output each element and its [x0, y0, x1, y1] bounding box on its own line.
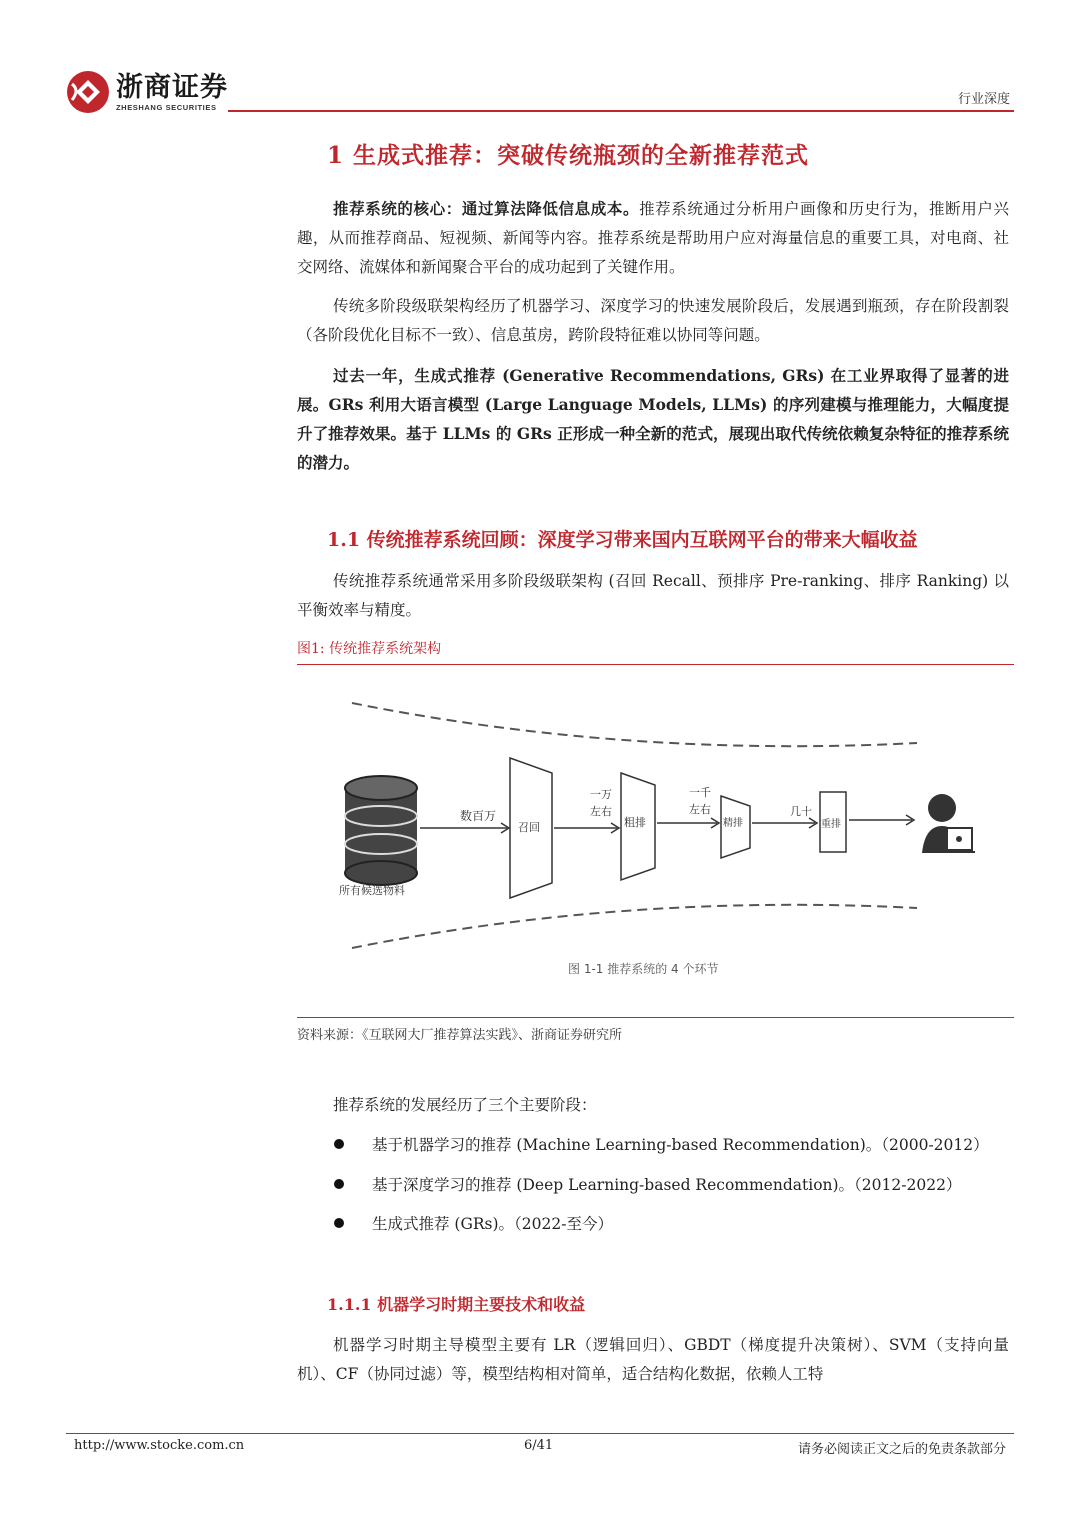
report-type: 行业深度 — [957, 92, 1010, 107]
arrow-label-10k-approx: 左右 — [590, 805, 612, 818]
stage-recall-label: 召回 — [518, 821, 540, 834]
arrow-label-millions: 数百万 — [460, 809, 497, 823]
list-item-text: 基于深度学习的推荐 (Deep Learning-based Recommendation)。（2012-2022） — [372, 1176, 962, 1194]
list-item-text: 生成式推荐 (GRs)。（2022-至今） — [372, 1215, 613, 1233]
recommendation-pipeline-diagram — [297, 668, 1014, 1013]
header-divider — [228, 110, 1014, 112]
bullet-icon — [334, 1179, 344, 1189]
company-logo — [66, 70, 228, 114]
arrow-label-1k-approx: 左右 — [689, 803, 711, 816]
section-1-1-title: 1.1 传统推荐系统回顾：深度学习带来国内互联网平台的带来大幅收益 — [327, 529, 918, 551]
brand-name-en: ZHESHANG SECURITIES — [116, 102, 217, 112]
arrow-label-10k: 一万 — [590, 788, 612, 801]
stages-intro: 推荐系统的发展经历了三个主要阶段： — [333, 1096, 597, 1114]
paragraph-generative: 过去一年，生成式推荐 (Generative Recommendations, GRs) 在工业界取得了显著的进展。GRs 利用大语言模型 (Large Language Models, LLMs) 的序列建模与推理能力，大幅度提升了推荐效果。基于 LLMs 的 GRs 正形成一种全新的范式，展现出取代传统依赖复杂特征的推荐系统的潜力。 — [297, 366, 1009, 472]
funnel-top-line — [352, 703, 917, 746]
paragraph-ml-era: 机器学习时期主导模型主要有 LR（逻辑回归）、GBDT（梯度提升决策树）、SVM（支持向量机）、CF（协同过滤）等，模型结构相对简单，适合结构化数据，依赖人工特 — [297, 1336, 1009, 1383]
paragraph-core-body: 推荐系统通过分析用户画像和历史行为，推断用户兴趣，从而推荐商品、短视频、新闻等内容。推荐系统是帮助用户应对海量信息的重要工具，对电商、社交网络、流媒体和新闻聚合平台的成功起到了关键作用。 — [297, 200, 1009, 276]
paragraph-traditional: 传统推荐系统通常采用多阶段级联架构 (召回 Recall、预排序 Pre-ranking、排序 Ranking) 以平衡效率与精度。 — [297, 572, 1009, 619]
footer-url[interactable]: http://www.stocke.com.cn — [74, 1438, 245, 1453]
brand-name-cn: 浙商证券 — [116, 71, 228, 103]
list-item — [334, 1173, 961, 1195]
page-number: 6/41 — [524, 1438, 554, 1453]
section-1-title: 1 生成式推荐：突破传统瓶颈的全新推荐范式 — [327, 142, 810, 169]
paragraph-bottleneck: 传统多阶段级联架构经历了机器学习、深度学习的快速发展阶段后，发展遇到瓶颈，存在阶段割裂（各阶段优化目标不一致）、信息茧房，跨阶段特征难以协同等问题。 — [297, 297, 1009, 344]
paragraph-core-lead: 推荐系统的核心：通过算法降低信息成本。 — [333, 199, 640, 218]
stage-ranking-label: 精排 — [723, 818, 743, 829]
paragraph-core — [297, 194, 1009, 282]
list-item — [334, 1212, 613, 1234]
figure-bottom-divider — [297, 1017, 1014, 1018]
list-item-text: 基于机器学习的推荐 (Machine Learning-based Recommendation)。（2000-2012） — [372, 1136, 989, 1154]
section-1-1-1-title: 1.1.1 机器学习时期主要技术和收益 — [327, 1295, 586, 1314]
db-label: 所有候选物料 — [339, 884, 405, 897]
bullet-icon — [334, 1139, 344, 1149]
footer-divider — [66, 1433, 1014, 1434]
arrow-label-tens: 几十 — [790, 805, 812, 818]
user-at-laptop-icon — [922, 794, 975, 853]
figure-source: 资料来源：《互联网大厂推荐算法实践》、浙商证券研究所 — [297, 1028, 623, 1043]
arrow-label-1k: 一千 — [689, 786, 711, 799]
funnel-bottom-line — [352, 905, 917, 948]
figure-top-divider — [297, 664, 1014, 665]
diagram-caption: 图 1-1 推荐系统的 4 个环节 — [568, 962, 719, 976]
zheshang-logo-icon — [66, 70, 110, 114]
stage-rerank-label: 重排 — [821, 819, 841, 830]
figure-title: 图1: 传统推荐系统架构 — [297, 641, 442, 657]
stage-preranking-label: 粗排 — [624, 816, 646, 829]
bullet-icon — [334, 1218, 344, 1228]
database-icon — [345, 776, 417, 885]
list-item — [334, 1133, 989, 1155]
footer-disclaimer: 请务必阅读正文之后的免责条款部分 — [797, 1442, 1006, 1457]
